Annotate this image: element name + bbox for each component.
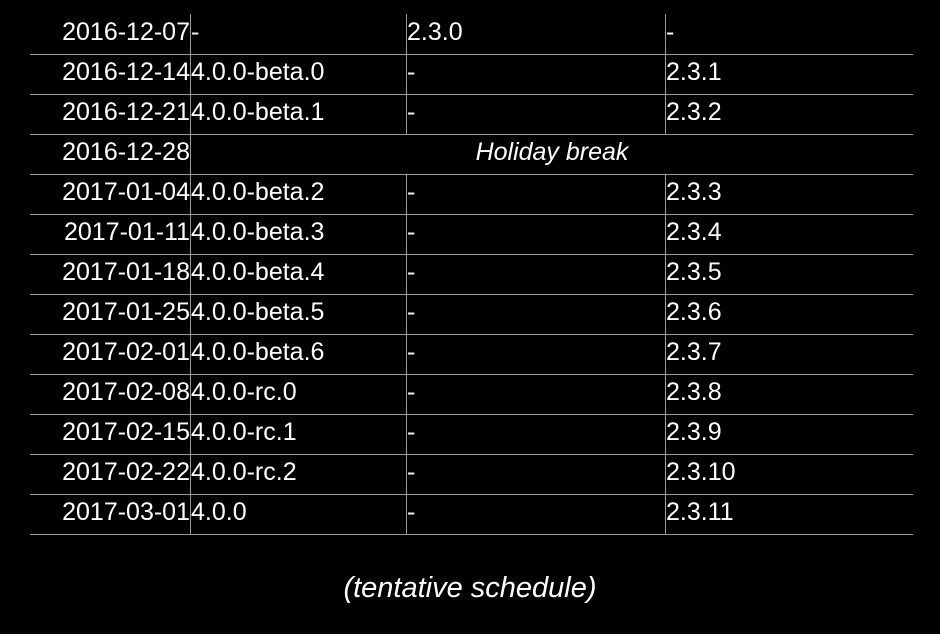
cell-mid-version: - bbox=[407, 174, 666, 214]
cell-last-version: 2.3.6 bbox=[666, 294, 914, 334]
cell-last-version: 2.3.5 bbox=[666, 254, 914, 294]
cell-next-version: 4.0.0-beta.4 bbox=[191, 254, 407, 294]
cell-mid-version: - bbox=[407, 334, 666, 374]
cell-date: 2017-01-11 bbox=[30, 214, 191, 254]
cell-date: 2017-01-18 bbox=[30, 254, 191, 294]
cell-next-version: 4.0.0-beta.3 bbox=[191, 214, 407, 254]
table-row bbox=[30, 454, 913, 494]
table-row bbox=[30, 214, 913, 254]
cell-next-version: 4.0.0-beta.5 bbox=[191, 294, 407, 334]
cell-date: 2017-02-08 bbox=[30, 374, 191, 414]
cell-last-version: 2.3.3 bbox=[666, 174, 914, 214]
cell-mid-version: - bbox=[407, 94, 666, 134]
table-row bbox=[30, 374, 913, 414]
cell-date: 2017-01-04 bbox=[30, 174, 191, 214]
table-row bbox=[30, 94, 913, 134]
cell-last-version: 2.3.8 bbox=[666, 374, 914, 414]
cell-last-version: 2.3.4 bbox=[666, 214, 914, 254]
cell-next-version: 4.0.0-beta.0 bbox=[191, 54, 407, 94]
cell-mid-version: 2.3.0 bbox=[407, 14, 666, 54]
table-row bbox=[30, 54, 913, 94]
cell-date: 2017-03-01 bbox=[30, 494, 191, 534]
table-row bbox=[30, 334, 913, 374]
cell-next-version: 4.0.0-beta.6 bbox=[191, 334, 407, 374]
cell-mid-version: - bbox=[407, 294, 666, 334]
cell-mid-version: - bbox=[407, 54, 666, 94]
cell-date: 2017-02-01 bbox=[30, 334, 191, 374]
cell-next-version: 4.0.0-beta.1 bbox=[191, 94, 407, 134]
cell-mid-version: - bbox=[407, 374, 666, 414]
cell-mid-version: - bbox=[407, 254, 666, 294]
release-schedule-table bbox=[30, 14, 913, 535]
schedule-table-body bbox=[30, 14, 913, 534]
cell-date: 2016-12-07 bbox=[30, 14, 191, 54]
cell-date: 2017-02-22 bbox=[30, 454, 191, 494]
cell-last-version: 2.3.9 bbox=[666, 414, 914, 454]
cell-next-version: 4.0.0-rc.1 bbox=[191, 414, 407, 454]
cell-date: 2016-12-28 bbox=[30, 134, 191, 174]
cell-next-version: 4.0.0-rc.0 bbox=[191, 374, 407, 414]
table-row bbox=[30, 254, 913, 294]
cell-next-version: 4.0.0 bbox=[191, 494, 407, 534]
table-row bbox=[30, 174, 913, 214]
cell-last-version: 2.3.10 bbox=[666, 454, 914, 494]
cell-break-note: Holiday break bbox=[191, 134, 914, 174]
cell-mid-version: - bbox=[407, 214, 666, 254]
cell-next-version: 4.0.0-rc.2 bbox=[191, 454, 407, 494]
tentative-schedule-note: (tentative schedule) bbox=[343, 572, 597, 604]
table-row bbox=[30, 414, 913, 454]
table-row bbox=[30, 494, 913, 534]
cell-date: 2017-02-15 bbox=[30, 414, 191, 454]
cell-mid-version: - bbox=[407, 494, 666, 534]
table-row bbox=[30, 294, 913, 334]
cell-last-version: 2.3.1 bbox=[666, 54, 914, 94]
cell-mid-version: - bbox=[407, 414, 666, 454]
cell-last-version: 2.3.2 bbox=[666, 94, 914, 134]
cell-next-version: - bbox=[191, 14, 407, 54]
cell-last-version: - bbox=[666, 14, 914, 54]
cell-last-version: 2.3.11 bbox=[666, 494, 914, 534]
cell-mid-version: - bbox=[407, 454, 666, 494]
cell-date: 2016-12-14 bbox=[30, 54, 191, 94]
cell-date: 2017-01-25 bbox=[30, 294, 191, 334]
table-row-break bbox=[30, 134, 913, 174]
cell-date: 2016-12-21 bbox=[30, 94, 191, 134]
table-row bbox=[30, 14, 913, 54]
cell-last-version: 2.3.7 bbox=[666, 334, 914, 374]
cell-next-version: 4.0.0-beta.2 bbox=[191, 174, 407, 214]
